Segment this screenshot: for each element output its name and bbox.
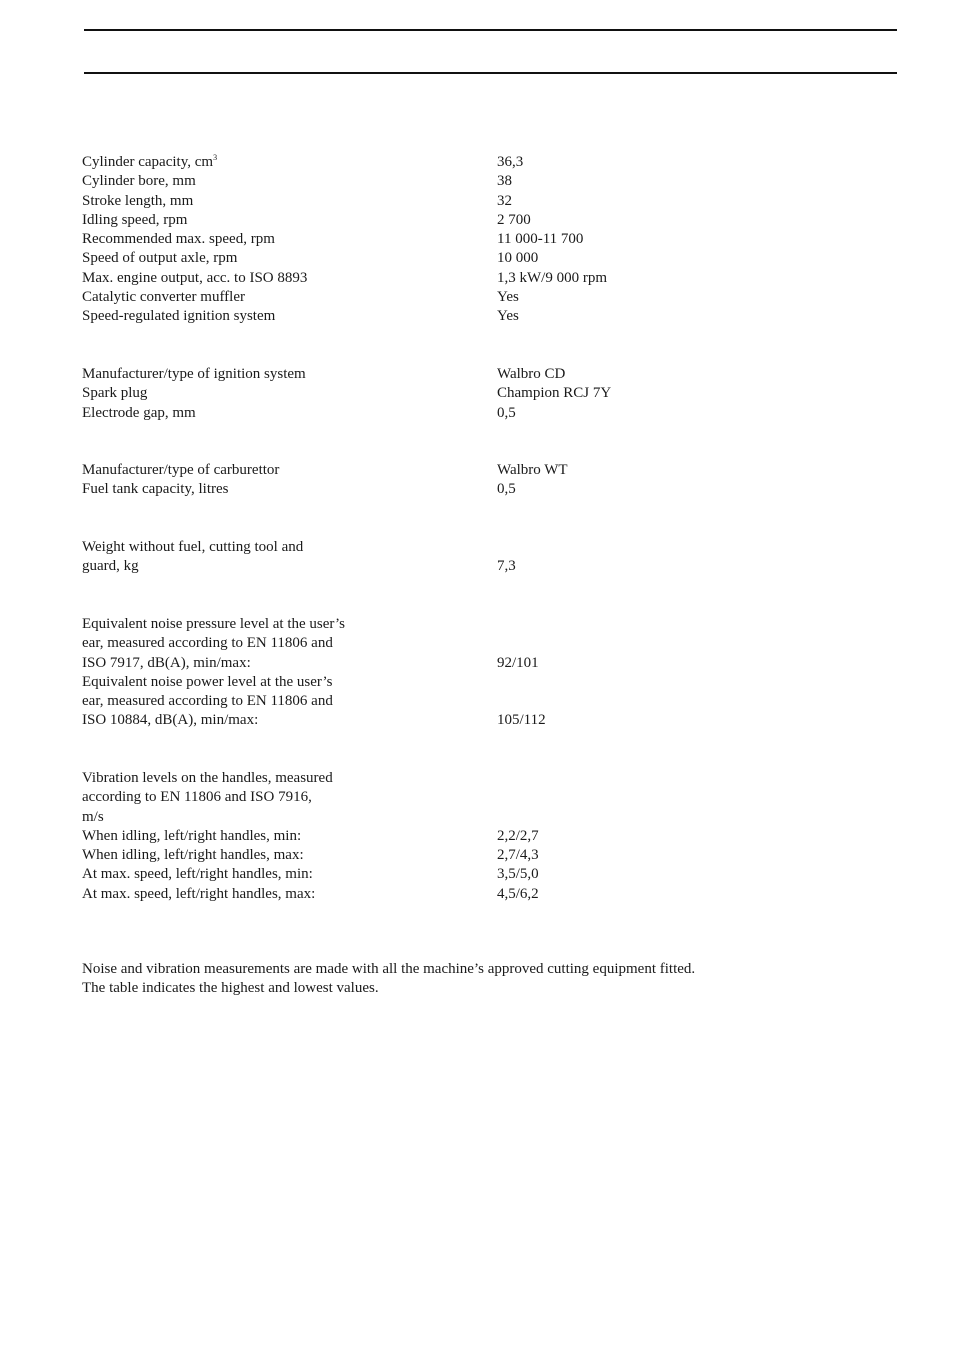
spec-row — [82, 172, 842, 191]
spec-label: Fuel tank capacity, litres — [82, 481, 229, 498]
spec-value: Yes — [497, 308, 519, 325]
spec-value: 32 — [497, 192, 512, 209]
spec-label: Catalytic converter muffler — [82, 289, 245, 306]
spec-row — [82, 788, 842, 807]
spec-label: When idling, left/right handles, min: — [82, 827, 302, 844]
spec-label: Speed-regulated ignition system — [82, 308, 276, 325]
spec-label: m/s — [82, 808, 104, 825]
spec-label: At max. speed, left/right handles, min: — [82, 866, 313, 883]
spec-value: 3,5/5,0 — [497, 866, 539, 883]
spec-label: Speed of output axle, rpm — [82, 250, 238, 267]
spec-value: 1,3 kW/9 000 rpm — [497, 269, 607, 286]
spec-value: 0,5 — [497, 481, 516, 498]
spec-row — [82, 615, 842, 634]
spec-row — [82, 654, 842, 673]
section-ignition — [82, 365, 842, 423]
spec-label: Manufacturer/type of carburettor — [82, 462, 280, 478]
spec-value: 7,3 — [497, 558, 516, 575]
spec-value: 105/112 — [497, 712, 546, 729]
spec-row — [82, 538, 842, 557]
spec-row — [82, 865, 842, 884]
spec-row — [82, 230, 842, 249]
spec-label: ISO 10884, dB(A), min/max: — [82, 712, 259, 729]
spec-label: At max. speed, left/right handles, max: — [82, 885, 316, 902]
spec-value: 4,5/6,2 — [497, 885, 539, 902]
spec-row — [82, 634, 842, 653]
spec-label: Idling speed, rpm — [82, 211, 188, 228]
section-engine — [82, 153, 842, 327]
spec-row — [82, 192, 842, 211]
spec-label: Vibration levels on the handles, measured — [82, 770, 333, 786]
section-vibration — [82, 769, 842, 904]
spec-value: 11 000-11 700 — [497, 231, 584, 248]
note-line: The table indicates the highest and lowest values. — [82, 980, 379, 997]
spec-label: ear, measured according to EN 11806 and — [82, 635, 333, 652]
spec-label: Max. engine output, acc. to ISO 8893 — [82, 269, 308, 286]
note-line: Noise and vibration measurements are made with all the machine’s approved cutting equipment fitted. — [82, 961, 696, 977]
spec-label: Weight without fuel, cutting tool and — [82, 539, 304, 555]
spec-row — [82, 307, 842, 326]
spec-row — [82, 557, 842, 576]
spec-label: When idling, left/right handles, max: — [82, 847, 304, 864]
spec-row — [82, 461, 842, 480]
spec-row — [82, 692, 842, 711]
spec-row — [82, 808, 842, 827]
header-rule-top — [84, 29, 897, 31]
spec-value: Walbro WT — [497, 462, 568, 478]
spec-label: Equivalent noise pressure level at the user’s — [82, 616, 345, 632]
spec-label: guard, kg — [82, 558, 139, 575]
spec-label: ear, measured according to EN 11806 and — [82, 693, 333, 710]
spec-value: 36,3 — [497, 154, 524, 170]
spec-value: 2,2/2,7 — [497, 827, 539, 844]
spec-value: 0,5 — [497, 404, 516, 421]
spec-value: 2 700 — [497, 211, 531, 228]
header-rule-bottom — [84, 72, 897, 74]
spec-value: Walbro CD — [497, 366, 566, 382]
spec-label: Electrode gap, mm — [82, 404, 196, 421]
spec-value: 10 000 — [497, 250, 539, 267]
spec-row — [82, 249, 842, 268]
spec-label-superscript: 3 — [213, 153, 218, 162]
section-noise — [82, 615, 842, 731]
spec-row — [82, 846, 842, 865]
spec-row — [82, 885, 842, 904]
spec-label: Spark plug — [82, 385, 148, 402]
spec-row — [82, 404, 842, 423]
spec-row — [82, 673, 842, 692]
section-weight — [82, 538, 842, 577]
spec-label: Recommended max. speed, rpm — [82, 231, 275, 248]
spec-label: Cylinder bore, mm — [82, 173, 196, 190]
spec-label: ISO 7917, dB(A), min/max: — [82, 654, 251, 671]
spec-label: Equivalent noise power level at the user’s — [82, 673, 333, 690]
spec-value: 2,7/4,3 — [497, 847, 539, 864]
spec-row — [82, 480, 842, 499]
spec-row — [82, 827, 842, 846]
spec-value: Champion RCJ 7Y — [497, 385, 612, 402]
spec-row — [82, 211, 842, 230]
spec-row — [82, 365, 842, 384]
spec-row — [82, 288, 842, 307]
spec-label: Stroke length, mm — [82, 192, 194, 209]
spec-label: Cylinder capacity, cm — [82, 154, 214, 170]
spec-value: 38 — [497, 173, 512, 190]
spec-row — [82, 769, 842, 788]
measurement-note — [82, 960, 695, 999]
spec-row — [82, 153, 842, 172]
spec-label: according to EN 11806 and ISO 7916, — [82, 789, 312, 806]
spec-label: Manufacturer/type of ignition system — [82, 366, 306, 382]
section-fuel — [82, 461, 842, 500]
spec-value: 92/101 — [497, 654, 539, 671]
spec-row — [82, 384, 842, 403]
spec-row — [82, 711, 842, 730]
spec-row — [82, 269, 842, 288]
spec-value: Yes — [497, 289, 519, 306]
